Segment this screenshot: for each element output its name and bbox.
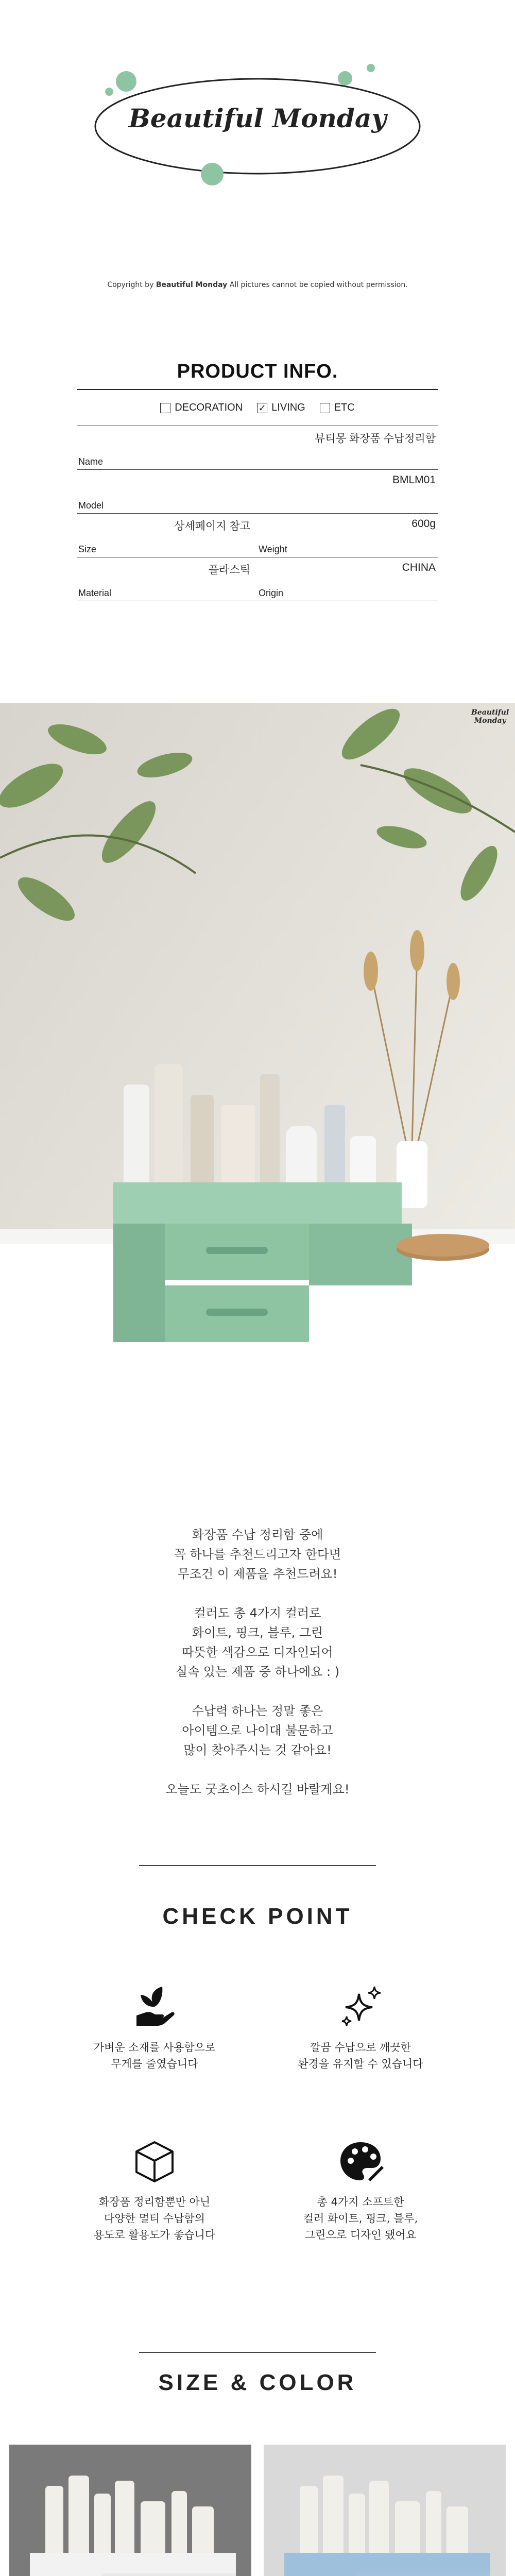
info-label: Name [78,456,104,467]
product-info-table [77,389,438,601]
intro-line: 무조건 이 제품을 추천드려요! [177,1567,338,1581]
logo-text: Beautiful Monday [128,103,387,133]
checkbox-empty-icon [320,403,330,413]
info-value: 상세페이지 참고 [174,520,250,532]
intro-paragraph [0,1603,515,1682]
organizer-lifestyle-illustration [0,703,515,1466]
organizer-color-illustration [264,2445,506,2576]
check-point-item [57,1984,252,2072]
check-point-item [263,2138,458,2243]
check-point-text: 화장품 정리함뿐만 아닌 다양한 멀티 수납함의 용도로 활용도가 좋습니다 [93,2196,216,2241]
logo-dot-top-left [116,71,136,92]
color-photo-white [9,2445,251,2576]
intro-line: 오늘도 굿초이스 하시길 바랄게요! [165,1782,350,1797]
check-point-text: 깔끔 수납으로 깨끗한 환경을 유지할 수 있습니다 [298,2041,423,2070]
logo-dot-small-right [367,64,375,72]
category-decoration [160,402,243,414]
info-value: 600g [411,518,436,530]
intro-line: 꼭 하나를 추천드리고자 한다면 [174,1547,341,1562]
intro-line: 많이 찾아주시는 것 같아요! [183,1743,332,1757]
section-divider [139,1865,376,1866]
category-label: DECORATION [175,402,243,413]
watermark-line2: Monday [474,717,506,725]
intro-paragraph [0,1525,515,1584]
intro-line: 수납력 하나는 정말 좋은 [192,1704,323,1718]
copyright-prefix: Copyright by [107,281,156,289]
intro-text [0,1525,515,1819]
copyright-suffix: All pictures cannot be copied without permission. [227,281,408,289]
box-icon [131,2138,178,2184]
check-point-item [57,2138,252,2243]
product-info-title: PRODUCT INFO. [177,361,338,382]
organizer-color-illustration [9,2445,251,2576]
category-living [257,402,305,414]
info-row-model [77,470,438,514]
info-value: CHINA [402,562,436,573]
logo-dot-bottom [201,163,224,185]
checkbox-checked-icon: ✓ [257,403,267,413]
info-row-name [77,426,438,470]
section-divider [139,2352,376,2353]
info-label: Origin [259,588,284,598]
intro-line: 아이템으로 나이대 불문하고 [182,1723,333,1738]
intro-line: 실속 있는 제품 중 하나에요 : ) [175,1665,340,1679]
info-label: Material [78,588,112,598]
info-row-size-weight [77,514,438,557]
check-point-item [263,1984,458,2072]
color-photo-blue [264,2445,506,2576]
intro-paragraph [0,1780,515,1799]
info-label: Model [78,500,104,511]
check-point-title: CHECK POINT [162,1904,353,1929]
category-label: LIVING [271,402,305,413]
size-color-title: SIZE & COLOR [158,2370,357,2395]
info-value: 플라스틱 [208,564,250,576]
copyright-notice [0,281,515,289]
leaf-hand-icon [131,1984,178,2030]
intro-paragraph [0,1701,515,1760]
watermark-line1: Beautiful [471,708,509,717]
logo-dot-small-left [105,88,113,96]
info-row-material-origin [77,557,438,601]
info-value: 뷰티몽 화장품 수납정리함 [315,433,436,445]
logo-dot-top-right [338,71,352,86]
sparkle-icon [337,1984,384,2030]
category-row [77,390,438,426]
intro-line: 화이트, 핑크, 블루, 그린 [192,1625,323,1640]
lifestyle-photo [0,703,515,1466]
intro-line: 화장품 수납 정리함 중에 [192,1528,323,1542]
copyright-brand: Beautiful Monday [156,281,228,289]
brand-logo [77,62,438,185]
info-label: Weight [259,544,287,554]
info-value: BMLM01 [392,474,436,486]
category-label: ETC [334,402,355,413]
palette-icon [337,2138,384,2184]
intro-line: 따뜻한 색감으로 디자인되어 [182,1645,333,1659]
watermark [471,708,509,725]
info-label: Size [78,544,97,554]
intro-line: 컬러도 총 4가지 컬러로 [194,1606,321,1620]
category-etc [320,402,355,414]
check-point-text: 가벼운 소재를 사용함으로 무게를 줄였습니다 [93,2041,216,2070]
check-point-text: 총 4가지 소프트한 컬러 화이트, 핑크, 블루, 그린으로 디자인 됐어요 [303,2196,418,2241]
checkbox-empty-icon [160,403,170,413]
